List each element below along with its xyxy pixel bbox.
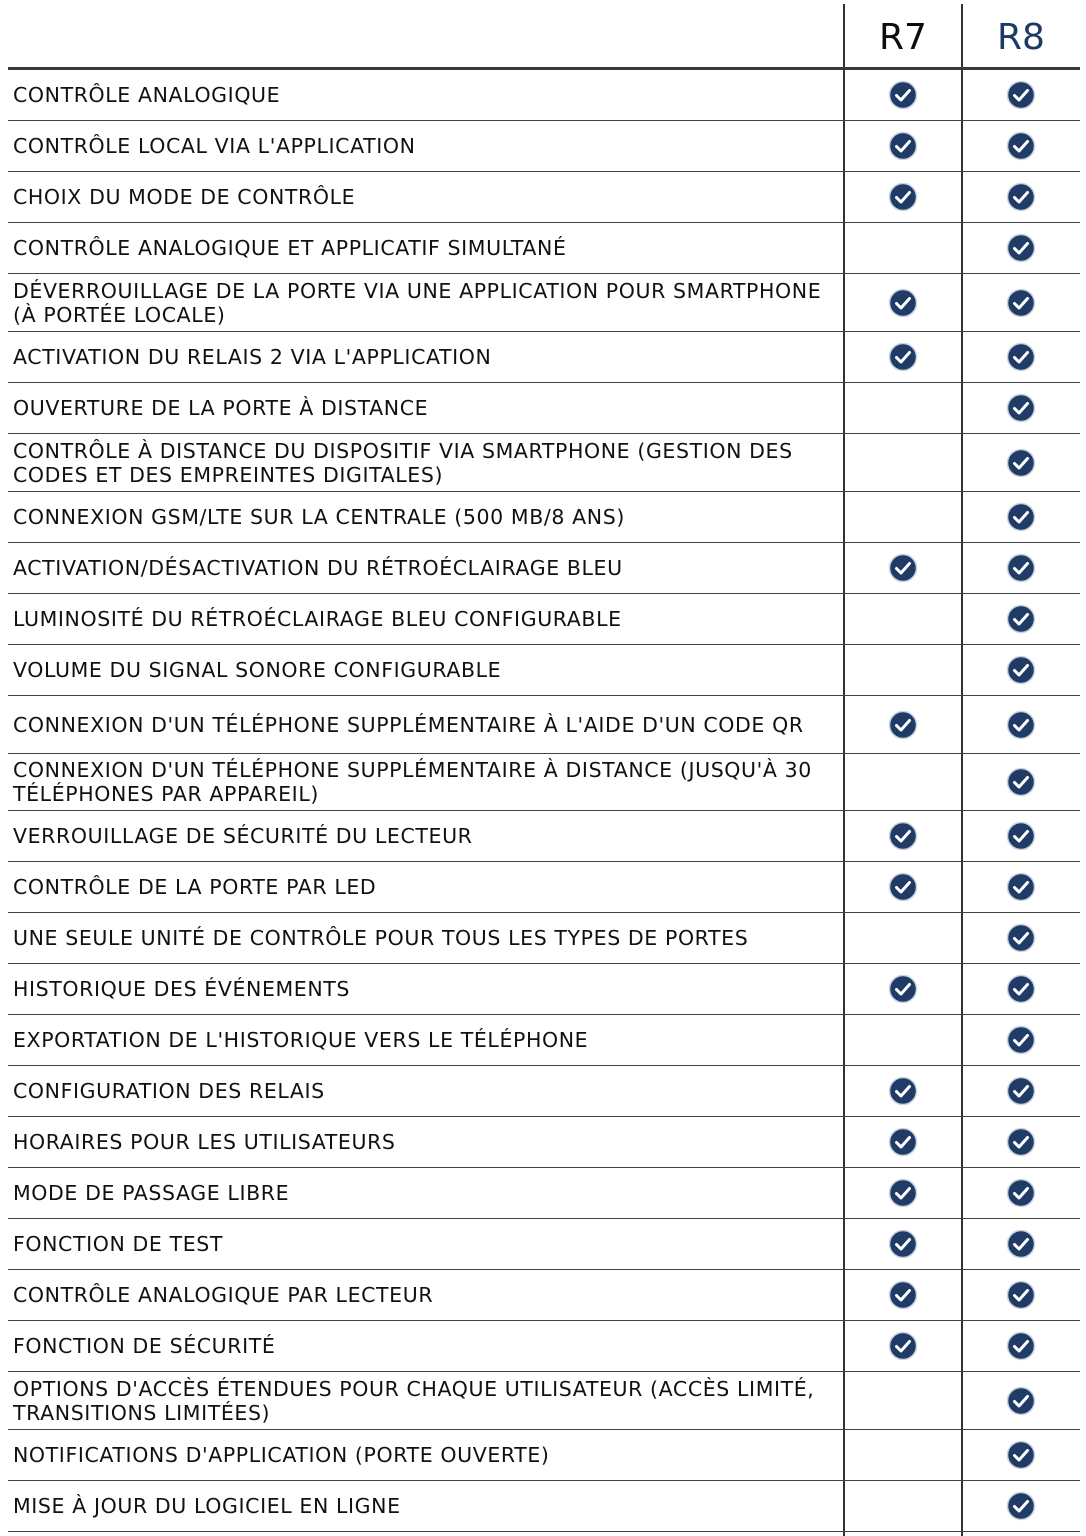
- feature-label: DÉVERROUILLAGE DE LA PORTE VIA UNE APPLICATION POUR SMARTPHONE (À PORTÉE LOCALE): [13, 278, 822, 327]
- table-row: [8, 913, 1080, 964]
- table-row: [8, 434, 1080, 492]
- feature-label: NOTIFICATIONS D'APPLICATION (PORTE OUVERTE): [13, 1443, 550, 1467]
- table-row: [8, 1066, 1080, 1117]
- cell-r8: [963, 1015, 1079, 1065]
- feature-label: CHOIX DU MODE DE CONTRÔLE: [13, 185, 356, 209]
- check-icon: [1006, 1025, 1036, 1055]
- table-row: [8, 383, 1080, 434]
- check-icon: [888, 1076, 918, 1106]
- cell-r8: [963, 1168, 1079, 1218]
- check-icon: [1006, 1440, 1036, 1470]
- feature-label: CONTRÔLE ANALOGIQUE ET APPLICATIF SIMULTANÉ: [13, 236, 567, 260]
- cell-r8: [963, 543, 1079, 593]
- cell-r8: [963, 1270, 1079, 1320]
- check-icon: [1006, 448, 1036, 478]
- cell-r7: [845, 121, 961, 171]
- cell-r8: [963, 1219, 1079, 1269]
- cell-r8: [963, 1321, 1079, 1371]
- cell-r7: [845, 332, 961, 382]
- cell-r8: [963, 645, 1079, 695]
- table-row: [8, 274, 1080, 332]
- feature-label: UNE SEULE UNITÉ DE CONTRÔLE POUR TOUS LES TYPES DE PORTES: [13, 926, 749, 950]
- feature-label: CONNEXION D'UN TÉLÉPHONE SUPPLÉMENTAIRE À DISTANCE (JUSQU'À 30 TÉLÉPHONES PAR APPAREIL): [13, 758, 812, 806]
- check-icon: [1006, 131, 1036, 161]
- check-icon: [888, 872, 918, 902]
- check-icon: [1006, 1280, 1036, 1310]
- feature-label: CONTRÔLE À DISTANCE DU DISPOSITIF VIA SMARTPHONE (GESTION DES CODES ET DES EMPREINTES DIGITALES): [13, 438, 793, 487]
- table-row: [8, 1321, 1080, 1372]
- cell-r8: [963, 696, 1079, 753]
- header-r7: R7: [879, 16, 927, 58]
- check-icon: [1006, 767, 1036, 797]
- table-row: [8, 70, 1080, 121]
- feature-label: FONCTION DE SÉCURITÉ: [13, 1334, 276, 1358]
- check-icon: [1006, 1229, 1036, 1259]
- check-icon: [888, 131, 918, 161]
- feature-label: VERROUILLAGE DE SÉCURITÉ DU LECTEUR: [13, 824, 473, 848]
- check-icon: [888, 553, 918, 583]
- feature-label: CONTRÔLE DE LA PORTE PAR LED: [13, 875, 377, 899]
- check-icon: [1006, 872, 1036, 902]
- feature-label: MISE À JOUR DU LOGICIEL EN LIGNE: [13, 1494, 401, 1518]
- feature-label: CONNEXION GSM/LTE SUR LA CENTRALE (500 MB/8 ANS): [13, 505, 625, 529]
- table-row: [8, 964, 1080, 1015]
- feature-label: CONTRÔLE LOCAL VIA L'APPLICATION: [13, 134, 416, 158]
- cell-r8: [963, 1430, 1079, 1480]
- check-icon: [888, 1229, 918, 1259]
- table-row: [8, 645, 1080, 696]
- table-row: [8, 1168, 1080, 1219]
- cell-r7: [845, 492, 961, 542]
- cell-r7: [845, 754, 961, 810]
- feature-label: LUMINOSITÉ DU RÉTROÉCLAIRAGE BLEU CONFIGURABLE: [13, 607, 622, 631]
- cell-r7: [845, 1270, 961, 1320]
- feature-label: CONFIGURATION DES RELAIS: [13, 1079, 325, 1103]
- cell-r8: [963, 811, 1079, 861]
- cell-r7: [845, 1481, 961, 1531]
- cell-r8: [963, 70, 1079, 120]
- check-icon: [888, 974, 918, 1004]
- check-icon: [1006, 288, 1036, 318]
- cell-r8: [963, 332, 1079, 382]
- cell-r7: [845, 1430, 961, 1480]
- check-icon: [1006, 233, 1036, 263]
- cell-r8: [963, 383, 1079, 433]
- table-row: [8, 492, 1080, 543]
- check-icon: [1006, 821, 1036, 851]
- feature-label: OUVERTURE DE LA PORTE À DISTANCE: [13, 396, 429, 420]
- table-row: [8, 1117, 1080, 1168]
- feature-label: OPTIONS D'ACCÈS ÉTENDUES POUR CHAQUE UTILISATEUR (ACCÈS LIMITÉ, TRANSITIONS LIMITÉES): [13, 1376, 815, 1425]
- feature-label: CONNEXION D'UN TÉLÉPHONE SUPPLÉMENTAIRE À L'AIDE D'UN CODE QR: [13, 712, 804, 737]
- cell-r8: [963, 1066, 1079, 1116]
- table-row: [8, 696, 1080, 754]
- table-body: [8, 70, 1080, 1532]
- table-row: [8, 1219, 1080, 1270]
- table-row: [8, 862, 1080, 913]
- feature-label: HISTORIQUE DES ÉVÉNEMENTS: [13, 977, 351, 1001]
- table-row: [8, 1015, 1080, 1066]
- cell-r7: [845, 862, 961, 912]
- cell-r7: [845, 1066, 961, 1116]
- feature-label: CONTRÔLE ANALOGIQUE: [13, 83, 281, 107]
- table-row: [8, 1372, 1080, 1430]
- check-icon: [1006, 1491, 1036, 1521]
- feature-label: MODE DE PASSAGE LIBRE: [13, 1181, 290, 1205]
- check-icon: [1006, 655, 1036, 685]
- cell-r7: [845, 645, 961, 695]
- table-row: [8, 1481, 1080, 1532]
- check-icon: [1006, 502, 1036, 532]
- check-icon: [888, 1127, 918, 1157]
- check-icon: [888, 1331, 918, 1361]
- cell-r7: [845, 811, 961, 861]
- feature-label: HORAIRES POUR LES UTILISATEURS: [13, 1130, 396, 1154]
- table-header: [0, 0, 1086, 68]
- cell-r8: [963, 862, 1079, 912]
- check-icon: [1006, 1178, 1036, 1208]
- cell-r7: [845, 1117, 961, 1167]
- table-row: [8, 754, 1080, 811]
- cell-r7: [845, 1372, 961, 1429]
- table-row: [8, 1270, 1080, 1321]
- check-icon: [1006, 1127, 1036, 1157]
- check-icon: [888, 182, 918, 212]
- cell-r7: [845, 913, 961, 963]
- cell-r7: [845, 1015, 961, 1065]
- check-icon: [1006, 1386, 1036, 1416]
- check-icon: [1006, 923, 1036, 953]
- check-icon: [888, 1178, 918, 1208]
- cell-r7: [845, 434, 961, 491]
- cell-r7: [845, 274, 961, 331]
- cell-r8: [963, 913, 1079, 963]
- feature-label: FONCTION DE TEST: [13, 1232, 223, 1256]
- feature-label: VOLUME DU SIGNAL SONORE CONFIGURABLE: [13, 658, 502, 682]
- cell-r8: [963, 274, 1079, 331]
- feature-label: CONTRÔLE ANALOGIQUE PAR LECTEUR: [13, 1283, 434, 1307]
- feature-label: EXPORTATION DE L'HISTORIQUE VERS LE TÉLÉPHONE: [13, 1028, 589, 1052]
- cell-r7: [845, 172, 961, 222]
- check-icon: [1006, 1076, 1036, 1106]
- cell-r7: [845, 70, 961, 120]
- cell-r7: [845, 1321, 961, 1371]
- cell-r7: [845, 383, 961, 433]
- table-row: [8, 121, 1080, 172]
- table-row: [8, 223, 1080, 274]
- table-row: [8, 332, 1080, 383]
- check-icon: [1006, 393, 1036, 423]
- check-icon: [1006, 553, 1036, 583]
- cell-r7: [845, 223, 961, 273]
- check-icon: [888, 342, 918, 372]
- cell-r8: [963, 1117, 1079, 1167]
- cell-r8: [963, 964, 1079, 1014]
- check-icon: [1006, 342, 1036, 372]
- header-r8: R8: [997, 16, 1045, 58]
- cell-r7: [845, 594, 961, 644]
- check-icon: [1006, 604, 1036, 634]
- check-icon: [888, 710, 918, 740]
- table-row: [8, 543, 1080, 594]
- check-icon: [888, 821, 918, 851]
- cell-r7: [845, 1219, 961, 1269]
- check-icon: [1006, 710, 1036, 740]
- check-icon: [888, 288, 918, 318]
- cell-r8: [963, 121, 1079, 171]
- table-row: [8, 594, 1080, 645]
- cell-r7: [845, 964, 961, 1014]
- cell-r7: [845, 696, 961, 753]
- cell-r7: [845, 1168, 961, 1218]
- table-row: [8, 172, 1080, 223]
- check-icon: [888, 80, 918, 110]
- table-row: [8, 1430, 1080, 1481]
- table-row: [8, 811, 1080, 862]
- check-icon: [1006, 1331, 1036, 1361]
- cell-r7: [845, 543, 961, 593]
- cell-r8: [963, 1372, 1079, 1429]
- check-icon: [1006, 182, 1036, 212]
- cell-r8: [963, 492, 1079, 542]
- check-icon: [888, 1280, 918, 1310]
- cell-r8: [963, 434, 1079, 491]
- feature-label: ACTIVATION/DÉSACTIVATION DU RÉTROÉCLAIRAGE BLEU: [13, 556, 623, 580]
- check-icon: [1006, 80, 1036, 110]
- cell-r8: [963, 1481, 1079, 1531]
- cell-r8: [963, 172, 1079, 222]
- feature-label: ACTIVATION DU RELAIS 2 VIA L'APPLICATION: [13, 345, 492, 369]
- check-icon: [1006, 974, 1036, 1004]
- cell-r8: [963, 594, 1079, 644]
- cell-r8: [963, 754, 1079, 810]
- cell-r8: [963, 223, 1079, 273]
